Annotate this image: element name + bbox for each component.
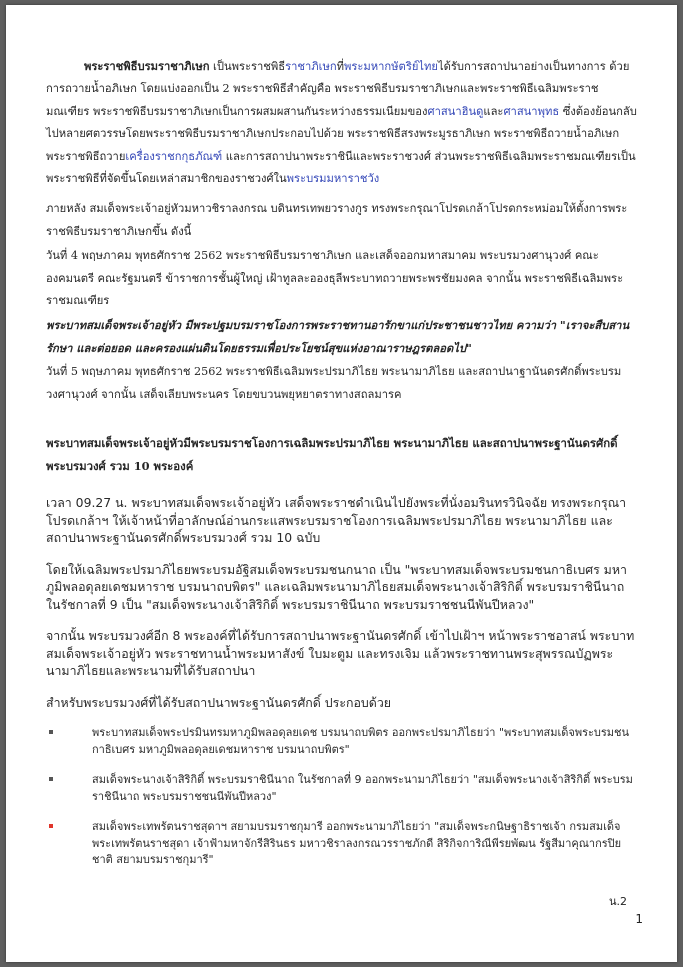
continuation-marker: น.2: [608, 895, 627, 908]
body-paragraph-3: จากนั้น พระบรมวงศ์อีก 8 พระองค์ที่ได้รับการสถาปนาพระฐานันดรศักดิ์ เข้าไปเฝ้าฯ หน้าพระราชอาสน์ พระบาทสมเด็จพระเจ้าอยู่หัว พระราชทานน้ำพระมหาสังข์ ใบมะตูม และทรงเจิม แล้วพระราชทานพระสุพรรณบัฏพระนามาภิไธยและพระนามที่ได้รับสถาปนา: [46, 628, 635, 679]
bullet-icon: [49, 730, 53, 734]
document-body: [46, 55, 639, 883]
link-buddhism[interactable]: ศาสนาพุทธ: [503, 104, 560, 118]
section-heading: พระบาทสมเด็จพระเจ้าอยู่หัวมีพระบรมราชโองการเฉลิมพระปรมาภิไธย พระนามาภิไธย และสถาปนาพระฐานันดรศักดิ์ พระบรมวงศ์ รวม 10 พระองค์: [46, 436, 618, 474]
intro-paragraph: พระราชพิธีบรมราชาภิเษก เป็นพระราชพิธีราชาภิเษกที่พระมหากษัตริย์ไทยได้รับการสถาปนาอย่างเป็นทางการ ด้วยการถวายน้ำอภิเษก โดยแบ่งออกเป็น 2 พระราชพิธีสำคัญคือ พระราชพิธีบรมราชาภิเษกและพระราชพิธีเฉลิมพระราชมณเฑียร พระราชพิธีบรมราชาภิเษกเป็นการผสมผสานกันระหว่างธรรมเนียมของศาสนาฮินดูและศาสนาพุทธ ซึ่งต้องย้อนกลับไปหลายศตวรรษโดยพระราชพิธีบรมราชาภิเษกประกอบไปด้วย พระราชพิธีสรงพระมูรธาภิเษก พระราชพิธีถวายน้ำอภิเษก พระราชพิธีถวายเครื่องราชกกุธภัณฑ์ และการสถาปนาพระราชินีและพระราชวงศ์ ส่วนพระราชพิธีเฉลิมพระราชมณเฑียรเป็นพระราชพิธีที่จัดขึ้นโดยเหล่าสมาชิกของราชวงศ์ในพระบรมมหาราชวัง: [46, 59, 637, 186]
body-paragraph-1: เวลา 09.27 น. พระบาทสมเด็จพระเจ้าอยู่หัว เสด็จพระราชดำเนินไปยังพระที่นั่งอมรินทรวินิจฉัย ทรงพระกรุณาโปรดเกล้าฯ ให้เจ้าหน้าที่อาลักษณ์อ่านกระแสพระบรมราชโองการเฉลิมพระปรมาภิไธย พระนามาภิไธย และสถาปนาพระฐานันดรศักดิ์พระบรมวงศ์ รวม 10 ฉบับ: [46, 495, 627, 546]
paragraph-3: วันที่ 4 พฤษภาคม พุทธศักราช 2562 พระราชพิธีบรมราชาภิเษก และเสด็จออกมหาสมาคม พระบรมวงศานุวงศ์ คณะองคมนตรี คณะรัฐมนตรี ข้าราชการชั้นผู้ใหญ่ เฝ้าทูลละอองธุลีพระบาทถวายพระพรชัยมงคล จากนั้น พระราชพิธีเฉลิมพระราชมณเฑียร: [46, 249, 624, 308]
body-paragraph-2: โดยให้เฉลิมพระปรมาภิไธยพระบรมอัฐิสมเด็จพระบรมชนกนาถ เป็น "พระบาทสมเด็จพระบรมชนกาธิเบศร มหาภูมิพลอดุลยเดชมหาราช บรมนาถบพิตร" และเฉลิมพระนามาภิไธยสมเด็จพระนางเจ้าสิริกิติ์ พระบรมราชินีนาถ ในรัชกาลที่ 9 เป็น "สมเด็จพระนางเจ้าสิริกิติ์ พระบรมราชินีนาถ พระบรมราชชนนีพันปีหลวง": [46, 561, 627, 612]
paragraph-5: วันที่ 5 พฤษภาคม พุทธศักราช 2562 พระราชพิธีเฉลิมพระปรมาภิไธย พระนามาภิไธย และสถาปนาฐานันดรศักดิ์พระบรมวงศานุวงศ์ จากนั้น เสด็จเลียบพระนคร โดยขบวนพยุหยาตราทางสถลมารค: [46, 365, 622, 401]
bullet-list: [46, 725, 639, 869]
list-item: สมเด็จพระเทพรัตนราชสุดาฯ สยามบรมราชกุมารี ออกพระนามาภิไธยว่า "สมเด็จพระกนิษฐาธิราชเจ้า กรมสมเด็จพระเทพรัตนราชสุดา เจ้าฟ้ามหาจักรีสิรินธร มหาวชิราลงกรณวรราชภักดี สิริกิจการิณีพีรยพัฒน รัฐสีมาคุณากรปิยชาติ สยามบรมราชกุมารี": [46, 819, 639, 869]
link-thai-monarch[interactable]: พระมหากษัตริย์ไทย: [343, 60, 438, 73]
link-rajabhisek[interactable]: ราชาภิเษก: [285, 60, 337, 73]
royal-command-quote: พระบาทสมเด็จพระเจ้าอยู่หัว มีพระปฐมบรมราชโองการพระราชทานอารักขาแก่ประชาชนชาวไทย ความว่า "เราจะสืบสาน รักษา และต่อยอด และครองแผ่นดินโดยธรรมเพื่อประโยชน์สุขแห่งอาณาราษฎรตลอดไป": [46, 318, 630, 355]
body-paragraph-4: สำหรับพระบรมวงศ์ที่ได้รับสถาปนาพระฐานันดรศักดิ์ ประกอบด้วย: [46, 694, 392, 710]
document-page: [6, 5, 677, 962]
link-hinduism[interactable]: ศาสนาฮินดู: [427, 104, 484, 118]
bullet-icon: [49, 777, 53, 781]
list-item: สมเด็จพระนางเจ้าสิริกิติ์ พระบรมราชินีนาถ ในรัชกาลที่ 9 ออกพระนามาภิไธยว่า "สมเด็จพระนางเจ้าสิริกิติ์ พระบรมราชินีนาถ พระบรมราชชนนีพันปีหลวง": [46, 772, 639, 805]
paragraph-2: ภายหลัง สมเด็จพระเจ้าอยู่หัวมหาวชิราลงกรณ บดินทรเทพยวรางกูร ทรงพระกรุณาโปรดเกล้าโปรดกระหม่อมให้ตั้งการพระราชพิธีบรมราชาภิเษกขึ้น ดังนี้: [46, 202, 628, 238]
bullet-icon: [49, 824, 53, 828]
link-grand-palace[interactable]: พระบรมมหาราชวัง: [286, 172, 380, 186]
link-regalia[interactable]: เครื่องราชกกุธภัณฑ์: [125, 149, 223, 163]
list-item: พระบาทสมเด็จพระปรมินทรมหาภูมิพลอดุลยเดช บรมนาถบพิตร ออกพระปรมาภิไธยว่า "พระบาทสมเด็จพระบรมชนกาธิเบศร มหาภูมิพลอดุลยเดชมหาราช บรมนาถบพิตร": [46, 725, 639, 758]
ceremony-title: พระราชพิธีบรมราชาภิเษก: [84, 59, 210, 73]
page-number: 1: [635, 912, 643, 926]
